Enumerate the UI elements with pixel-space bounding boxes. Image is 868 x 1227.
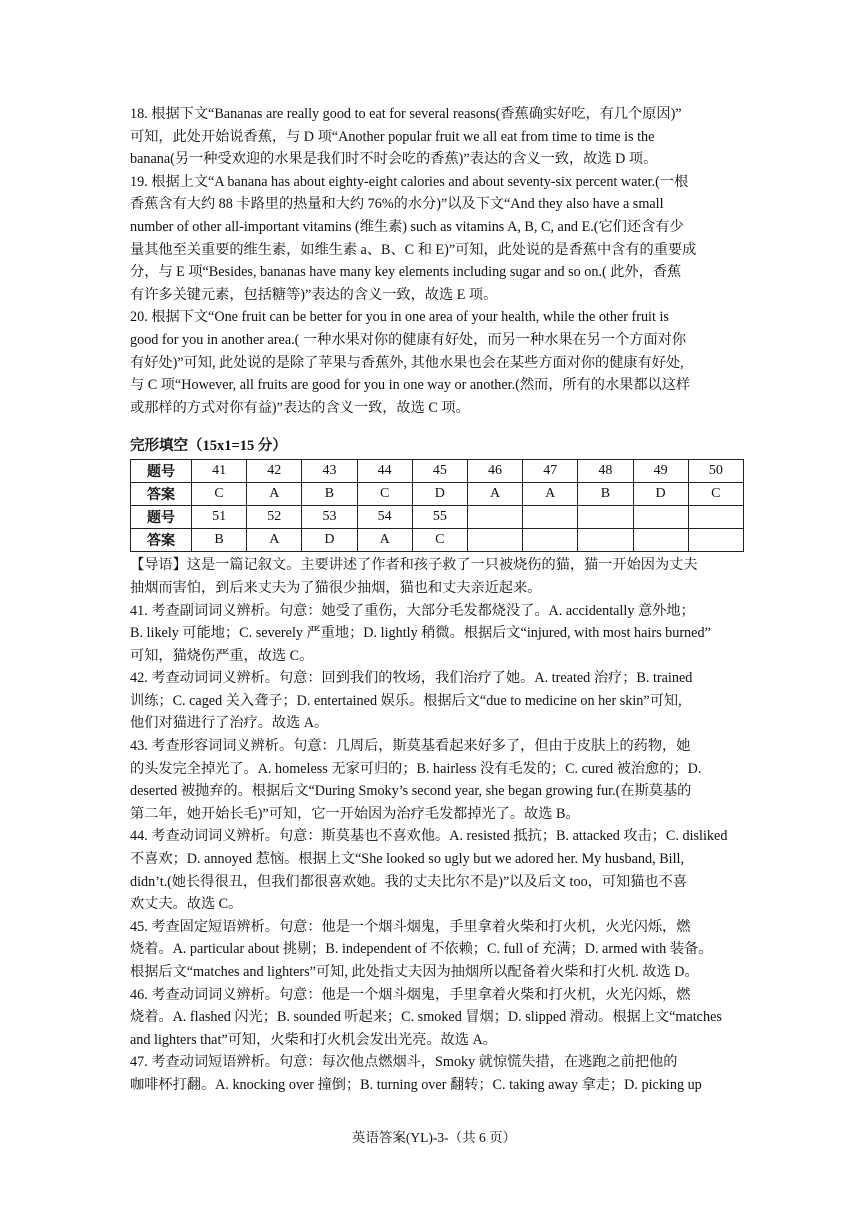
text-line: 烧着。A. particular about 挑剔；B. independent of 不依赖；C. full of 充满；D. armed with 装备。 — [130, 941, 713, 958]
text-line: 46. 考查动词词义辨析。句意：他是一个烟斗烟鬼，手里拿着火柴和打火机，火光闪烁，燃 — [130, 986, 691, 1003]
table-header-cell: 答案 — [131, 483, 192, 506]
table-cell — [688, 529, 743, 552]
table-cell: 44 — [357, 460, 412, 483]
table-cell — [523, 506, 578, 529]
table-cell: D — [412, 483, 467, 506]
table-header-cell: 答案 — [131, 529, 192, 552]
text-line: 19. 根据上文“A banana has about eighty-eight calories and about seventy-six percent water.(一根 — [130, 173, 689, 190]
table-cell — [467, 506, 522, 529]
text-line: 根据后文“matches and lighters”可知, 此处指丈夫因为抽烟所以配备着火柴和打火机. 故选 D。 — [130, 964, 699, 980]
text-line: 20. 根据下文“One fruit can be better for you in one area of your health, while the other fruit is — [130, 309, 669, 326]
table-cell: 43 — [302, 460, 357, 483]
answer-page — [130, 103, 744, 1097]
table-cell: 42 — [247, 460, 302, 483]
table-cell: 48 — [578, 460, 633, 483]
answer-q43 — [130, 735, 744, 825]
table-cell: C — [192, 483, 247, 506]
text-line: 45. 考查固定短语辨析。句意：他是一个烟斗烟鬼，手里拿着火柴和打火机，火光闪烁，燃 — [130, 918, 691, 935]
table-row — [131, 506, 744, 529]
text-line: deserted 被抛弃的。根据后文“During Smoky’s second year, she began growing fur.(在斯莫基的 — [130, 783, 692, 800]
text-line: 47. 考查动词短语辨析。句意：每次他点燃烟斗，Smoky 就惊慌失措，在逃跑之前把他的 — [130, 1054, 678, 1071]
table-cell: 46 — [467, 460, 522, 483]
text-line: 与 C 项“However, all fruits are good for you in one way or another.(然而，所有的水果都以这样 — [130, 377, 691, 394]
text-line: 有好处)”可知, 此处说的是除了苹果与香蕉外, 其他水果也会在某些方面对你的健康有好处, — [130, 354, 684, 371]
text-line: 或那样的方式对你有益)”表达的含义一致，故选 C 项。 — [130, 399, 470, 416]
answer-q19 — [130, 171, 744, 307]
text-line: 欢丈夫。故选 C。 — [130, 896, 243, 913]
text-line: 43. 考查形容词词义辨析。句意：几周后，斯莫基看起来好多了，但由于皮肤上的药物，她 — [130, 738, 691, 755]
text-line: B. likely 可能地；C. severely 严重地；D. lightly 稍微。根据后文“injured, with most hairs burned” — [130, 625, 711, 642]
table-cell: C — [357, 483, 412, 506]
text-line: 不喜欢；D. annoyed 惹恼。根据上文“She looked so ugly but we adored her. My husband, Bill, — [130, 851, 685, 868]
text-line: banana(另一种受欢迎的水果是我们时不时会吃的香蕉)”表达的含义一致，故选 D 项。 — [130, 151, 658, 168]
table-cell — [633, 529, 688, 552]
page-footer: 英语答案(YL)-3-（共 6 页） — [351, 1130, 517, 1145]
table-header-cell: 题号 — [131, 506, 192, 529]
table-cell: D — [302, 529, 357, 552]
text-line: 训练；C. caged 关入聋子；D. entertained 娱乐。根据后文“due to medicine on her skin”可知, — [130, 692, 682, 709]
table-cell: C — [412, 529, 467, 552]
answer-q20 — [130, 306, 744, 419]
table-row — [131, 460, 744, 483]
text-line: 香蕉含有大约 88 卡路里的热量和大约 76%的水分)”以及下文“And they also have a small — [130, 196, 664, 213]
table-cell: B — [192, 529, 247, 552]
table-cell: D — [633, 483, 688, 506]
text-line: 18. 根据下文“Bananas are really good to eat for several reasons(香蕉确实好吃，有几个原因)” — [130, 106, 682, 122]
table-row — [131, 529, 744, 552]
answer-q46 — [130, 984, 744, 1052]
text-line: 第二年，她开始长毛)”可知，它一开始因为治疗毛发都掉光了。故选 B。 — [130, 805, 580, 822]
table-cell: A — [467, 483, 522, 506]
cloze-intro — [130, 554, 744, 599]
answer-q45 — [130, 916, 744, 984]
answer-q18 — [130, 103, 744, 171]
table-cell — [523, 529, 578, 552]
table-cell — [578, 529, 633, 552]
text-line: and lighters that”可知，火柴和打火机会发出光亮。故选 A。 — [130, 1031, 497, 1048]
text-line: 有许多关键元素，包括糖等)”表达的含义一致，故选 E 项。 — [130, 286, 498, 303]
table-cell: A — [357, 529, 412, 552]
table-cell — [688, 506, 743, 529]
text-line: didn’t.(她长得很丑，但我们都很喜欢她。我的丈夫比尔不是)”以及后文 too，可知猫也不喜 — [130, 873, 687, 890]
text-line: 可知，此处开始说香蕉，与 D 项“Another popular fruit we all eat from time to time is the — [130, 128, 655, 145]
table-header-cell: 题号 — [131, 460, 192, 483]
table-row — [131, 483, 744, 506]
table-cell: B — [302, 483, 357, 506]
table-cell: 50 — [688, 460, 743, 483]
table-cell — [578, 506, 633, 529]
table-cell: A — [247, 529, 302, 552]
text-line: 他们对猫进行了治疗。故选 A。 — [130, 715, 329, 732]
text-line: good for you in another area.( 一种水果对你的健康有好处，而另一种水果在另一个方面对你 — [130, 331, 687, 348]
table-cell: 53 — [302, 506, 357, 529]
answer-q41 — [130, 600, 744, 668]
table-cell: 41 — [192, 460, 247, 483]
table-cell — [467, 529, 522, 552]
cloze-answer-table — [130, 459, 744, 552]
table-cell: 54 — [357, 506, 412, 529]
text-line: 量其他至关重要的维生素，如维生素 a、B、C 和 E)”可知，此处说的是香蕉中含有的重要成 — [130, 241, 697, 258]
text-line: 44. 考查动词词义辨析。句意：斯莫基也不喜欢他。A. resisted 抵抗；B. attacked 攻击；C. disliked — [130, 828, 728, 845]
answer-q42 — [130, 667, 744, 735]
text-line: 咖啡杯打翻。A. knocking over 撞倒；B. turning over 翻转；C. taking away 拿走；D. picking up — [130, 1076, 702, 1093]
table-cell: 52 — [247, 506, 302, 529]
text-line: 41. 考查副词词义辨析。句意：她受了重伤，大部分毛发都烧没了。A. accidentally 意外地； — [130, 602, 695, 619]
table-cell: 55 — [412, 506, 467, 529]
text-line: 42. 考查动词词义辨析。句意：回到我们的牧场，我们治疗了她。A. treated 治疗；B. trained — [130, 670, 693, 687]
answer-q44 — [130, 825, 744, 915]
text-line: 抽烟而害怕，到后来丈夫为了猫很少抽烟，猫也和丈夫亲近起来。 — [130, 579, 542, 596]
text-line: 可知，猫烧伤严重，故选 C。 — [130, 647, 314, 664]
table-cell: B — [578, 483, 633, 506]
answer-q47 — [130, 1051, 744, 1096]
cloze-section-title: 完形填空（15x1=15 分） — [130, 438, 287, 455]
table-cell: A — [247, 483, 302, 506]
table-cell: 51 — [192, 506, 247, 529]
table-cell: 45 — [412, 460, 467, 483]
text-line: 【导语】这是一篇记叙文。主要讲述了作者和孩子救了一只被烧伤的猫，猫一开始因为丈夫 — [130, 557, 698, 574]
table-cell: A — [523, 483, 578, 506]
table-cell — [633, 506, 688, 529]
text-line: number of other all-important vitamins (维生素) such as vitamins A, B, C, and E.(它们还含有少 — [130, 218, 684, 235]
table-cell: C — [688, 483, 743, 506]
table-cell: 49 — [633, 460, 688, 483]
text-line: 的头发完全掉光了。A. homeless 无家可归的；B. hairless 没有毛发的；C. cured 被治愈的；D. — [130, 760, 702, 777]
text-line: 烧着。A. flashed 闪光；B. sounded 听起来；C. smoked 冒烟；D. slipped 滑动。根据上文“matches — [130, 1009, 722, 1026]
text-line: 分，与 E 项“Besides, bananas have many key elements including sugar and so on.( 此外，香蕉 — [130, 264, 682, 281]
table-cell: 47 — [523, 460, 578, 483]
